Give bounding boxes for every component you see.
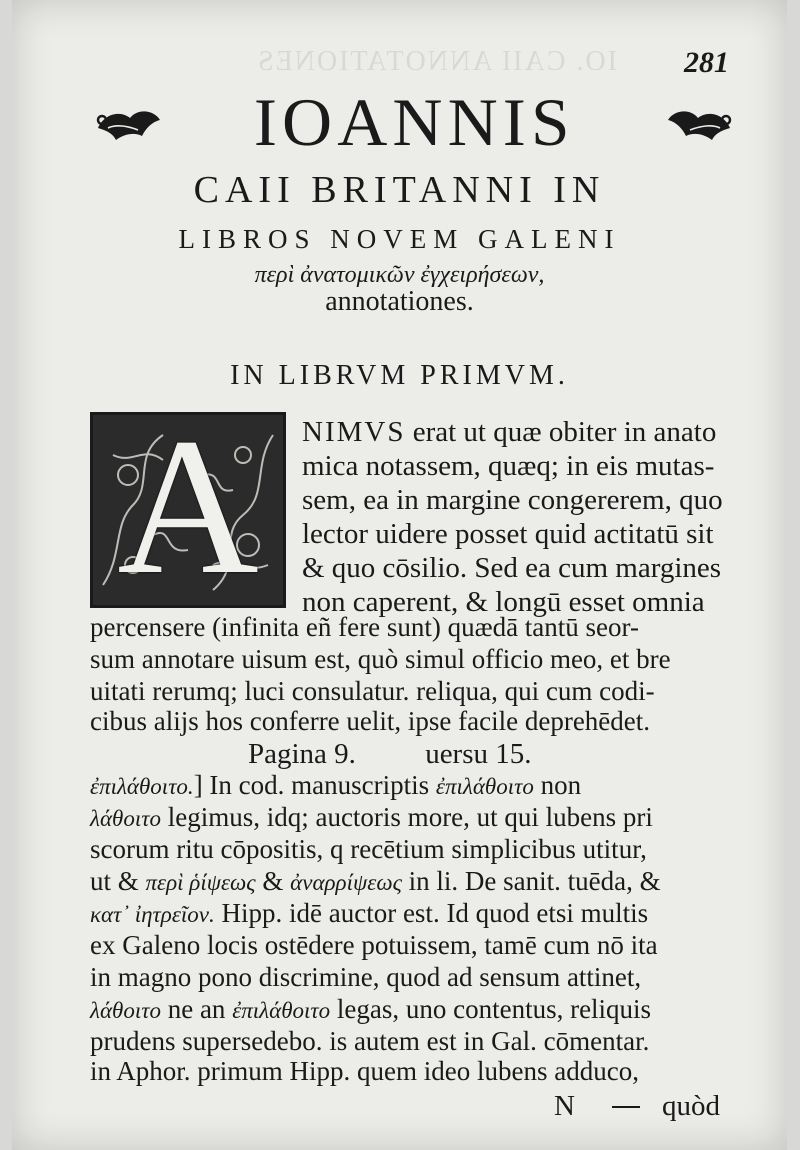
pagina-reference xyxy=(248,738,532,771)
subtitle-author: CAII BRITANNI IN xyxy=(193,169,606,211)
text-line: prudens supersedebo. is autem est in Gal. cōmentar. xyxy=(90,1026,650,1056)
text-line: lector uidere posset quid actitatū sit xyxy=(302,518,714,550)
text-line: λάθοιτο ne an ἐπιλάθοιτο legas, uno contentus, reliquis xyxy=(90,994,652,1024)
leaf-fleuron-icon xyxy=(94,98,166,146)
drop-cap-letter: A xyxy=(117,412,259,608)
text-line: percensere (infinita eñ fere sunt) quædā tantū seor- xyxy=(90,612,639,642)
text-line: & quo cōsilio. Sed ea cum margines xyxy=(302,552,722,584)
text-line: in magno pono discrimine, quod ad sensum attinet, xyxy=(90,962,642,992)
title-row xyxy=(94,82,734,162)
text-line: ut & περὶ ῥίψεως & ἀναρρίψεως in li. De sanit. tuēda, & xyxy=(90,866,661,896)
main-title: IOANNIS xyxy=(253,84,575,160)
section-heading: IN LIBRVM PRIMVM. xyxy=(230,360,569,391)
book-page xyxy=(12,0,787,1150)
annotationes-label: annotationes. xyxy=(325,286,474,317)
text-line: non caperent, & longū esset omnia xyxy=(302,586,705,618)
text-line: sem, ea in margine congererem, quo xyxy=(302,484,723,516)
text-line: NIMVS erat ut quæ obiter in anato xyxy=(302,416,717,448)
text-line: ἐπιλάθοιτο.] In cod. manuscriptis ἐπιλάθοιτο non xyxy=(90,770,582,800)
text-line: scorum ritu cōpositis, q recētium simplicibus utitur, xyxy=(90,834,647,864)
bleed-through-text: IO. CAII ANNOTATIONES xyxy=(256,46,617,77)
subtitle-books: LIBROS NOVEM GALENI xyxy=(178,224,621,254)
text-line: mica notassem, quæq; in eis mutas- xyxy=(302,450,715,482)
divider xyxy=(612,1106,640,1108)
catchword: quòd xyxy=(662,1090,720,1122)
page-reference: Pagina 9. xyxy=(248,738,356,770)
page-number: 281 xyxy=(684,46,729,79)
leaf-fleuron-icon xyxy=(662,98,734,146)
ornamental-initial xyxy=(90,412,286,608)
text-line: κατ᾽ ἰητρεῖον. Hipp. idē auctor est. Id quod etsi multis xyxy=(90,898,649,928)
text-line: cibus alijs hos conferre uelit, ipse facile deprehēdet. xyxy=(90,706,651,736)
verse-reference: uersu 15. xyxy=(425,738,532,770)
text-line: in Aphor. primum Hipp. quem ideo lubens adduco, xyxy=(90,1056,639,1086)
text-line: λάθοιτο legimus, idq; auctoris more, ut qui lubens pri xyxy=(90,802,653,832)
greek-title: περὶ ἀνατομικῶν ἐγχειρήσεων, xyxy=(254,262,545,288)
text-line: ex Galeno locis ostēdere potuissem, tamē cum nō ita xyxy=(90,930,658,960)
text-line: sum annotare uisum est, quò simul officio meo, et bre xyxy=(90,644,671,674)
text-line: uitati rerumq; luci consulatur. reliqua, qui cum codi- xyxy=(90,676,655,706)
signature-mark: N xyxy=(554,1090,575,1122)
